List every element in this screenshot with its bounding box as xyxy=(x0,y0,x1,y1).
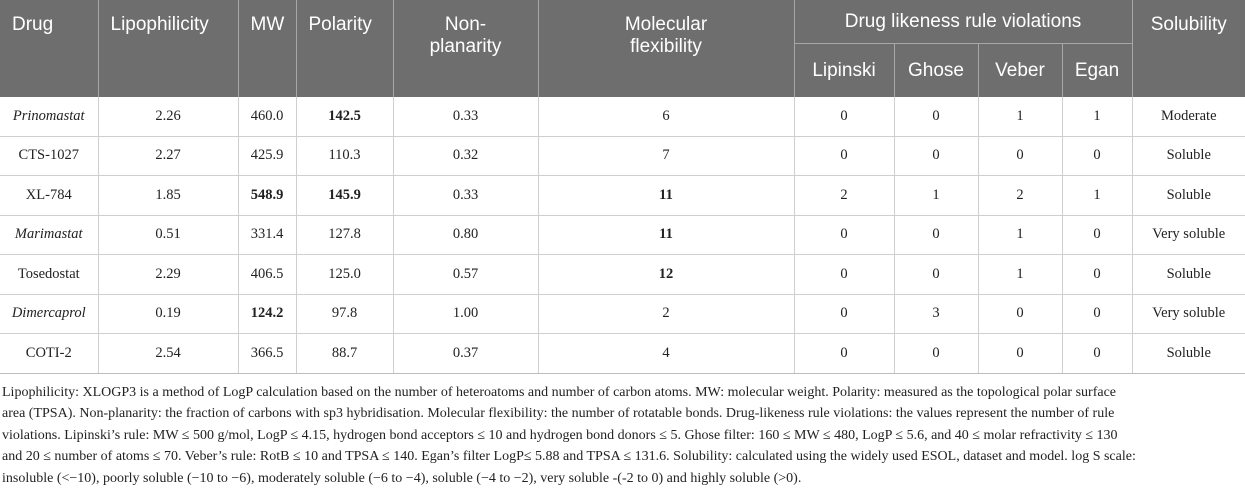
cell-lipinski: 0 xyxy=(794,97,894,136)
cell-egan: 0 xyxy=(1062,294,1132,334)
cell-ghose: 0 xyxy=(894,136,978,176)
cell-drug: Prinomastat xyxy=(0,97,98,136)
cell-flexibility: 4 xyxy=(538,334,794,374)
cell-solubility: Soluble xyxy=(1132,334,1245,374)
cell-nonplanarity: 0.33 xyxy=(393,97,538,136)
cell-ghose: 0 xyxy=(894,97,978,136)
cell-polarity: 142.5 xyxy=(296,97,393,136)
cell-egan: 1 xyxy=(1062,176,1132,216)
cell-lipophilicity: 0.51 xyxy=(98,215,238,255)
cell-lipinski: 0 xyxy=(794,294,894,334)
cell-nonplanarity: 0.32 xyxy=(393,136,538,176)
table-footnote: Lipophilicity: XLOGP3 is a method of LogP calculation based on the number of heteroatoms and number of carbon atoms. MW: molecular weight. Polarity: measured as the topological polar surface area (TPSA). Non-planarity: the fraction of carbons with sp3 hybridisation. Molecular flexibility: the number of rotatable bonds. Drug-likeness rule violations: the values represent the number of rule violations. Lipinski’s rule: MW ≤ 500 g/mol, LogP ≤ 4.15, hydrogen bond acceptors ≤ 10 and hydrogen bond donors ≤ 5. Ghose filter: 160 ≤ MW ≤ 480, LogP ≤ 5.6, and 40 ≤ molar refractivity ≤ 130 and 20 ≤ number of atoms ≤ 70. Veber’s rule: RotB ≤ 10 and TPSA ≤ 140. Egan’s filter LogP≤ 5.88 and TPSA ≤ 131.6. Solubility: calculated using the widely used ESOL, dataset and model. log S scale: insoluble (<−10), poorly soluble (−10 to −6), moderately soluble (−6 to −4), soluble (−4 to −2), very soluble -(-2 to 0) and highly soluble (>0). xyxy=(0,374,1145,489)
cell-flexibility: 12 xyxy=(538,255,794,295)
cell-nonplanarity: 0.33 xyxy=(393,176,538,216)
cell-egan: 0 xyxy=(1062,334,1132,374)
col-header-polarity: Polarity xyxy=(296,0,393,97)
cell-lipinski: 0 xyxy=(794,136,894,176)
nonplanarity-line-1: Non- xyxy=(445,14,486,35)
cell-polarity: 127.8 xyxy=(296,215,393,255)
cell-nonplanarity: 0.57 xyxy=(393,255,538,295)
cell-drug: Marimastat xyxy=(0,215,98,255)
table-row xyxy=(0,176,1245,216)
col-header-veber: Veber xyxy=(978,44,1062,98)
cell-polarity: 97.8 xyxy=(296,294,393,334)
cell-drug: COTI-2 xyxy=(0,334,98,374)
table-row xyxy=(0,136,1245,176)
cell-ghose: 3 xyxy=(894,294,978,334)
cell-drug: CTS-1027 xyxy=(0,136,98,176)
cell-ghose: 0 xyxy=(894,334,978,374)
cell-flexibility: 11 xyxy=(538,215,794,255)
cell-veber: 0 xyxy=(978,136,1062,176)
flexibility-line-2: flexibility xyxy=(630,36,702,57)
table-row xyxy=(0,215,1245,255)
header-row xyxy=(0,0,1245,44)
cell-mw: 366.5 xyxy=(238,334,296,374)
col-header-flexibility xyxy=(538,0,794,97)
cell-veber: 1 xyxy=(978,215,1062,255)
cell-solubility: Soluble xyxy=(1132,255,1245,295)
cell-solubility: Very soluble xyxy=(1132,215,1245,255)
table-row xyxy=(0,255,1245,295)
cell-drug: Dimercaprol xyxy=(0,294,98,334)
col-group-violations: Drug likeness rule violations xyxy=(794,0,1132,44)
cell-mw: 331.4 xyxy=(238,215,296,255)
flexibility-line-1: Molecular xyxy=(625,14,707,35)
cell-veber: 1 xyxy=(978,255,1062,295)
cell-polarity: 125.0 xyxy=(296,255,393,295)
cell-mw: 548.9 xyxy=(238,176,296,216)
cell-egan: 1 xyxy=(1062,97,1132,136)
table-row xyxy=(0,97,1245,136)
cell-solubility: Soluble xyxy=(1132,136,1245,176)
cell-polarity: 88.7 xyxy=(296,334,393,374)
cell-polarity: 145.9 xyxy=(296,176,393,216)
cell-lipophilicity: 2.29 xyxy=(98,255,238,295)
cell-nonplanarity: 0.37 xyxy=(393,334,538,374)
cell-flexibility: 6 xyxy=(538,97,794,136)
cell-mw: 406.5 xyxy=(238,255,296,295)
cell-solubility: Soluble xyxy=(1132,176,1245,216)
col-header-nonplanarity xyxy=(393,0,538,97)
cell-veber: 0 xyxy=(978,334,1062,374)
cell-nonplanarity: 0.80 xyxy=(393,215,538,255)
cell-ghose: 1 xyxy=(894,176,978,216)
cell-lipinski: 2 xyxy=(794,176,894,216)
cell-flexibility: 11 xyxy=(538,176,794,216)
cell-lipophilicity: 2.26 xyxy=(98,97,238,136)
cell-lipophilicity: 2.27 xyxy=(98,136,238,176)
cell-drug: XL-784 xyxy=(0,176,98,216)
cell-lipophilicity: 2.54 xyxy=(98,334,238,374)
cell-lipophilicity: 1.85 xyxy=(98,176,238,216)
col-header-lipinski: Lipinski xyxy=(794,44,894,98)
cell-mw: 460.0 xyxy=(238,97,296,136)
cell-solubility: Very soluble xyxy=(1132,294,1245,334)
cell-veber: 2 xyxy=(978,176,1062,216)
col-header-solubility: Solubility xyxy=(1132,0,1245,97)
cell-flexibility: 2 xyxy=(538,294,794,334)
col-header-drug: Drug xyxy=(0,0,98,97)
cell-ghose: 0 xyxy=(894,255,978,295)
cell-egan: 0 xyxy=(1062,255,1132,295)
cell-nonplanarity: 1.00 xyxy=(393,294,538,334)
cell-drug: Tosedostat xyxy=(0,255,98,295)
cell-solubility: Moderate xyxy=(1132,97,1245,136)
cell-veber: 0 xyxy=(978,294,1062,334)
cell-mw: 124.2 xyxy=(238,294,296,334)
cell-lipinski: 0 xyxy=(794,215,894,255)
cell-egan: 0 xyxy=(1062,136,1132,176)
cell-egan: 0 xyxy=(1062,215,1132,255)
cell-veber: 1 xyxy=(978,97,1062,136)
table-row xyxy=(0,294,1245,334)
cell-lipophilicity: 0.19 xyxy=(98,294,238,334)
cell-lipinski: 0 xyxy=(794,334,894,374)
col-header-ghose: Ghose xyxy=(894,44,978,98)
cell-lipinski: 0 xyxy=(794,255,894,295)
nonplanarity-line-2: planarity xyxy=(430,36,502,57)
cell-mw: 425.9 xyxy=(238,136,296,176)
cell-polarity: 110.3 xyxy=(296,136,393,176)
cell-flexibility: 7 xyxy=(538,136,794,176)
cell-ghose: 0 xyxy=(894,215,978,255)
table-row xyxy=(0,334,1245,374)
col-header-mw: MW xyxy=(238,0,296,97)
col-header-lipophilicity: Lipophilicity xyxy=(98,0,238,97)
col-header-egan: Egan xyxy=(1062,44,1132,98)
